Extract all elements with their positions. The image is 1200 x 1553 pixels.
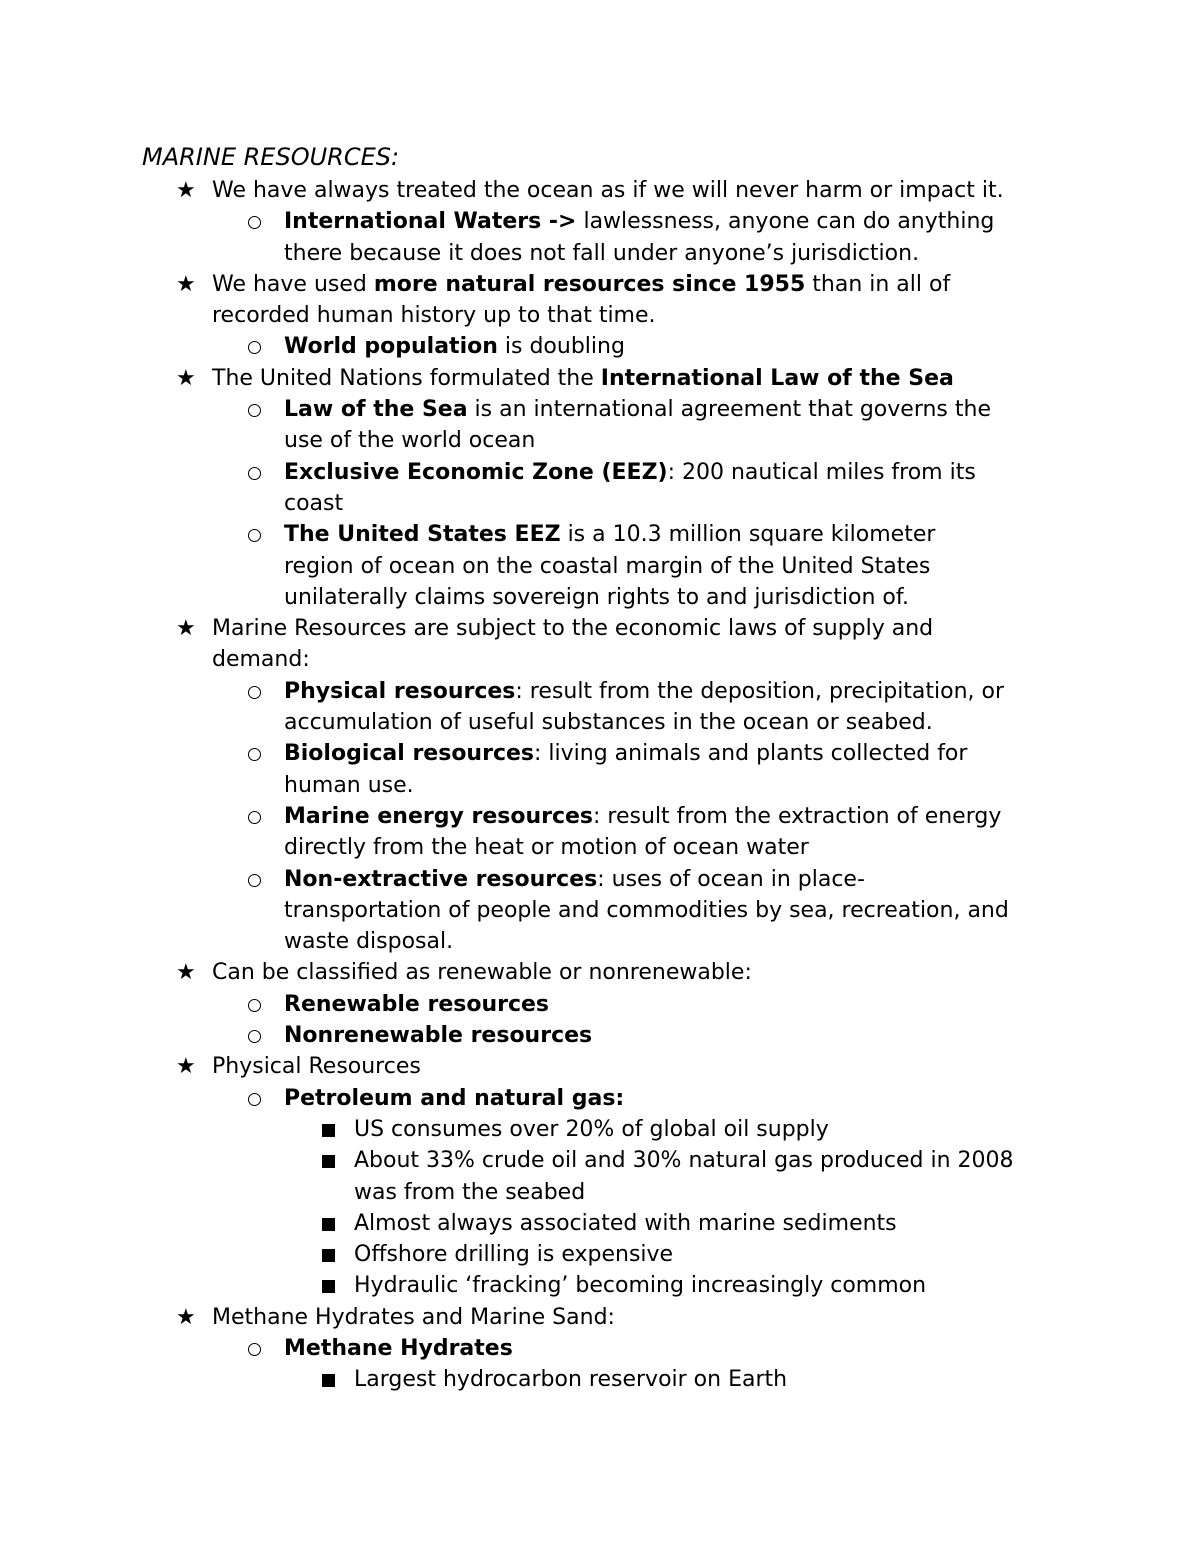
text-segment: directly from the heat or motion of ocean water bbox=[284, 835, 809, 861]
list-item bbox=[0, 551, 1200, 582]
text-segment: Marine Resources are subject to the economic laws of supply and bbox=[212, 616, 934, 642]
list-item-text bbox=[284, 519, 935, 550]
list-item bbox=[0, 1145, 1200, 1176]
square-bullet-icon bbox=[322, 1155, 335, 1168]
text-segment: Methane Hydrates and Marine Sand: bbox=[212, 1304, 615, 1330]
list-item-text bbox=[284, 989, 549, 1020]
list-item bbox=[0, 1114, 1200, 1145]
list-item-text bbox=[284, 770, 414, 801]
list-item-text bbox=[284, 926, 453, 957]
list-item bbox=[0, 363, 1200, 394]
list-item-text bbox=[284, 206, 994, 237]
star-bullet-icon: ★ bbox=[176, 1304, 196, 1330]
text-segment: Largest hydrocarbon reservoir on Earth bbox=[354, 1367, 788, 1393]
circle-bullet-icon bbox=[248, 341, 261, 354]
list-item bbox=[0, 1051, 1200, 1082]
list-item-text bbox=[212, 644, 310, 675]
bold-term: Nonrenewable resources bbox=[284, 1023, 593, 1049]
square-bullet-icon bbox=[322, 1374, 335, 1387]
bold-term: Law of the Sea bbox=[284, 397, 468, 423]
list-item bbox=[0, 801, 1200, 832]
bold-term: Biological resources bbox=[284, 741, 535, 767]
text-segment: : uses of ocean in place- bbox=[597, 866, 865, 892]
list-item bbox=[0, 1364, 1200, 1395]
circle-bullet-icon bbox=[248, 874, 261, 887]
text-segment: was from the seabed bbox=[354, 1179, 586, 1205]
list-item-text bbox=[284, 488, 343, 519]
list-item bbox=[0, 425, 1200, 456]
list-item bbox=[0, 1020, 1200, 1051]
bold-term: The United States EEZ bbox=[284, 522, 561, 548]
list-item bbox=[0, 770, 1200, 801]
list-item-text bbox=[212, 1051, 421, 1082]
list-item bbox=[0, 644, 1200, 675]
list-item-text bbox=[212, 1302, 615, 1333]
bold-term: Non-extractive resources bbox=[284, 866, 598, 892]
list-item bbox=[0, 582, 1200, 613]
text-segment: Almost always associated with marine sediments bbox=[354, 1210, 897, 1236]
list-item bbox=[0, 1239, 1200, 1270]
list-item bbox=[0, 300, 1200, 331]
text-segment: unilaterally claims sovereign rights to and jurisdiction of. bbox=[284, 584, 909, 610]
circle-bullet-icon bbox=[248, 216, 261, 229]
star-bullet-icon: ★ bbox=[176, 1054, 196, 1080]
star-bullet-icon: ★ bbox=[176, 616, 196, 642]
bold-term: Renewable resources bbox=[284, 991, 550, 1017]
list-item bbox=[0, 519, 1200, 550]
text-segment: demand: bbox=[212, 647, 310, 673]
star-bullet-icon: ★ bbox=[176, 960, 196, 986]
list-item-text bbox=[212, 175, 1004, 206]
text-segment: Can be classified as renewable or nonrenewable: bbox=[212, 960, 752, 986]
text-segment: : result from the deposition, precipitation, or bbox=[515, 678, 1005, 704]
list-item-text bbox=[284, 738, 967, 769]
list-item-text bbox=[284, 707, 933, 738]
list-item bbox=[0, 238, 1200, 269]
star-bullet-icon: ★ bbox=[176, 178, 196, 203]
bold-term: more natural resources since 1955 bbox=[373, 271, 806, 297]
text-segment: there because it does not fall under anyone’s jurisdiction. bbox=[284, 240, 920, 266]
square-bullet-icon bbox=[322, 1218, 335, 1231]
circle-bullet-icon bbox=[248, 811, 261, 824]
circle-bullet-icon bbox=[248, 686, 261, 699]
text-segment: Offshore drilling is expensive bbox=[354, 1242, 674, 1268]
list-item bbox=[0, 1333, 1200, 1364]
list-item bbox=[0, 488, 1200, 519]
list-item-text bbox=[284, 1083, 624, 1114]
bold-term: Marine energy resources bbox=[284, 803, 594, 829]
list-item bbox=[0, 175, 1200, 206]
text-segment: region of ocean on the coastal margin of the United States bbox=[284, 553, 931, 579]
list-item-text bbox=[354, 1208, 897, 1239]
text-segment: Physical Resources bbox=[212, 1054, 421, 1080]
circle-bullet-icon bbox=[248, 404, 261, 417]
circle-bullet-icon bbox=[248, 529, 261, 542]
list-item-text bbox=[354, 1145, 1014, 1176]
text-segment: : living animals and plants collected for bbox=[534, 741, 968, 767]
list-item bbox=[0, 1270, 1200, 1301]
square-bullet-icon bbox=[322, 1124, 335, 1137]
list-item bbox=[0, 738, 1200, 769]
bullet-list bbox=[0, 175, 1200, 1396]
text-segment: : result from the extraction of energy bbox=[593, 803, 1002, 829]
text-segment: human use. bbox=[284, 772, 414, 798]
list-item-text bbox=[284, 425, 535, 456]
list-item bbox=[0, 864, 1200, 895]
list-item bbox=[0, 926, 1200, 957]
list-item-text bbox=[284, 864, 865, 895]
text-segment: coast bbox=[284, 490, 344, 516]
bold-term: Exclusive Economic Zone (EEZ) bbox=[284, 459, 668, 485]
list-item-text bbox=[212, 363, 954, 394]
square-bullet-icon bbox=[322, 1249, 335, 1262]
list-item bbox=[0, 1083, 1200, 1114]
text-segment: : 200 nautical miles from its bbox=[667, 459, 976, 485]
circle-bullet-icon bbox=[248, 1093, 261, 1106]
list-item-text bbox=[212, 300, 656, 331]
list-item bbox=[0, 331, 1200, 362]
list-item bbox=[0, 1208, 1200, 1239]
text-segment: US consumes over 20% of global oil supply bbox=[354, 1116, 829, 1142]
list-item-text bbox=[284, 238, 919, 269]
text-segment: transportation of people and commodities by sea, recreation, and bbox=[284, 897, 1009, 923]
list-item bbox=[0, 1177, 1200, 1208]
list-item-text bbox=[354, 1270, 926, 1301]
list-item-text bbox=[284, 1020, 592, 1051]
list-item bbox=[0, 206, 1200, 237]
star-bullet-icon: ★ bbox=[176, 271, 196, 297]
list-item bbox=[0, 989, 1200, 1020]
list-item-text bbox=[284, 676, 1004, 707]
text-segment: Hydraulic ‘fracking’ becoming increasingly common bbox=[354, 1273, 927, 1299]
list-item-text bbox=[284, 394, 991, 425]
text-segment: About 33% crude oil and 30% natural gas produced in 2008 bbox=[354, 1148, 1014, 1174]
list-item-text bbox=[284, 582, 909, 613]
circle-bullet-icon bbox=[248, 1030, 261, 1043]
text-segment: than in all of bbox=[805, 271, 951, 297]
list-item bbox=[0, 1302, 1200, 1333]
text-segment: lawlessness, anyone can do anything bbox=[576, 209, 995, 235]
text-segment: The United Nations formulated the bbox=[212, 365, 601, 391]
star-bullet-icon: ★ bbox=[176, 365, 196, 391]
bold-term: Physical resources bbox=[284, 678, 516, 704]
list-item-text bbox=[354, 1239, 673, 1270]
bold-term: Petroleum and natural gas: bbox=[284, 1085, 625, 1111]
text-segment: We have always treated the ocean as if we will never harm or impact it. bbox=[212, 178, 1004, 203]
circle-bullet-icon bbox=[248, 1343, 261, 1356]
text-segment: is an international agreement that governs the bbox=[467, 397, 991, 423]
list-item-text bbox=[284, 832, 809, 863]
circle-bullet-icon bbox=[248, 999, 261, 1012]
list-item-text bbox=[284, 801, 1001, 832]
bold-term: Methane Hydrates bbox=[284, 1335, 513, 1361]
text-segment: We have used bbox=[212, 271, 374, 297]
list-item-text bbox=[284, 895, 1009, 926]
text-segment: is a 10.3 million square kilometer bbox=[560, 522, 936, 548]
list-item bbox=[0, 613, 1200, 644]
list-item bbox=[0, 676, 1200, 707]
list-item-text bbox=[212, 957, 752, 988]
list-item-text bbox=[284, 457, 976, 488]
list-item bbox=[0, 269, 1200, 300]
list-item-text bbox=[212, 613, 933, 644]
text-segment: recorded human history up to that time. bbox=[212, 303, 656, 329]
text-segment: accumulation of useful substances in the ocean or seabed. bbox=[284, 710, 933, 736]
circle-bullet-icon bbox=[248, 748, 261, 761]
text-segment: is doubling bbox=[497, 334, 625, 360]
list-item bbox=[0, 895, 1200, 926]
list-item-text bbox=[354, 1114, 829, 1145]
list-item bbox=[0, 832, 1200, 863]
list-item-text bbox=[284, 1333, 513, 1364]
list-item-text bbox=[284, 331, 625, 362]
list-item bbox=[0, 457, 1200, 488]
list-item-text bbox=[354, 1177, 585, 1208]
list-item bbox=[0, 957, 1200, 988]
list-item bbox=[0, 394, 1200, 425]
list-item-text bbox=[284, 551, 930, 582]
list-item-text bbox=[354, 1364, 787, 1395]
text-segment: use of the world ocean bbox=[284, 428, 536, 454]
list-item bbox=[0, 707, 1200, 738]
bold-term: International Waters -> bbox=[284, 209, 577, 235]
document-title: MARINE RESOURCES: bbox=[142, 143, 400, 171]
bold-term: World population bbox=[284, 334, 498, 360]
circle-bullet-icon bbox=[248, 467, 261, 480]
bold-term: International Law of the Sea bbox=[600, 365, 954, 391]
square-bullet-icon bbox=[322, 1280, 335, 1293]
list-item-text bbox=[212, 269, 950, 300]
text-segment: waste disposal. bbox=[284, 929, 454, 955]
